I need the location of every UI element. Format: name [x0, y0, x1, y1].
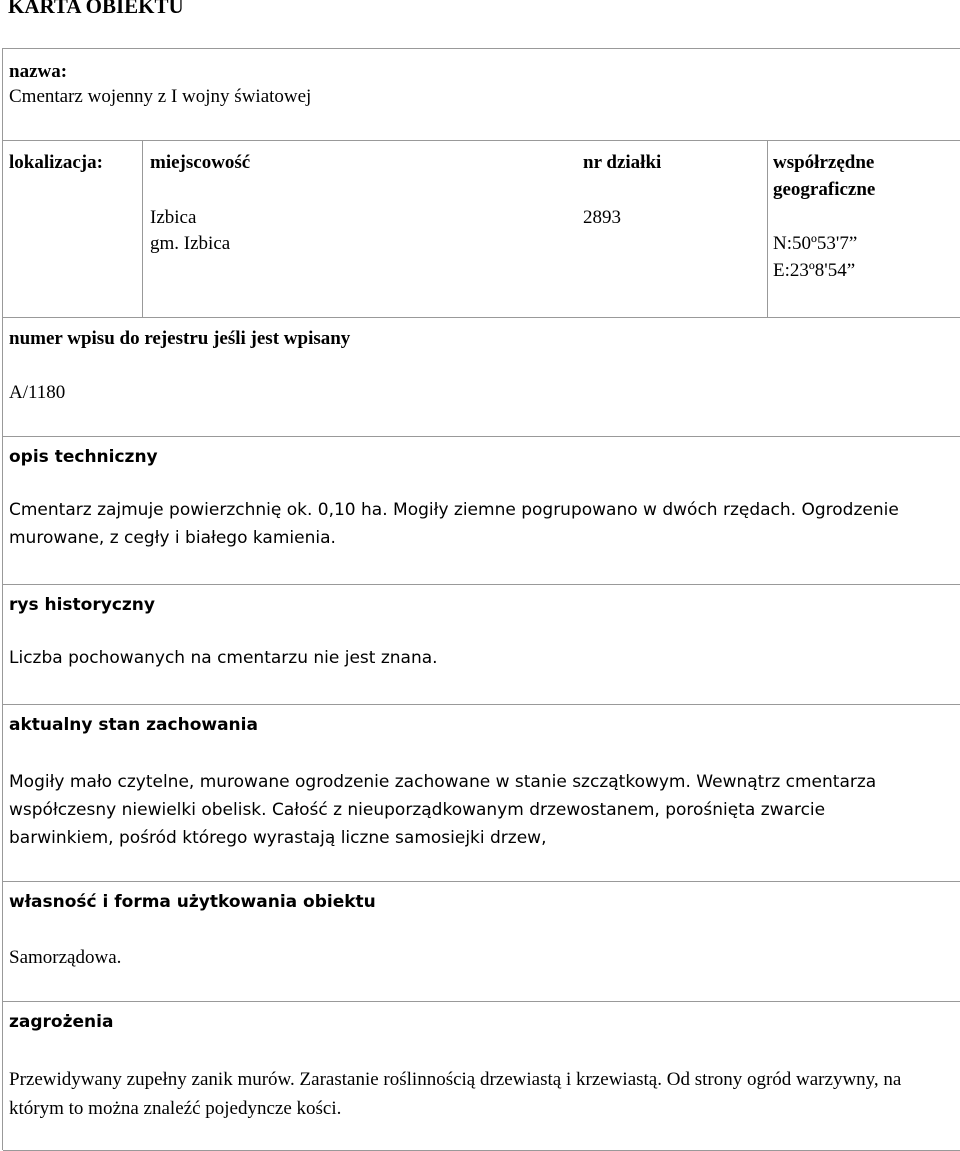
plot-value: 2893 [583, 207, 621, 228]
condition-label: aktualny stan zachowania [9, 715, 258, 735]
object-card [2, 48, 960, 1150]
registry-section [3, 318, 960, 437]
name-label: nazwa: [9, 61, 68, 82]
location-divider [142, 141, 143, 317]
condition-value: Mogiły mało czytelne, murowane ogrodzenie zachowane w stanie szczątkowym. Wewnątrz cmentarza współczesny niewielki obelisk. Całość z nieuporządkowanym drzewostanem, porośnięta zwarcie barwinkiem, pośród którego wyrastają liczne samosiejki drzew, [9, 772, 877, 848]
locality-label: miejscowość [150, 152, 251, 173]
locality-value: Izbica [150, 207, 197, 228]
threats-section [3, 1002, 960, 1151]
history-value: Liczba pochowanych na cmentarzu nie jest znana. [9, 648, 438, 668]
threats-label: zagrożenia [9, 1012, 114, 1032]
history-label: rys historyczny [9, 595, 155, 615]
municipality-value: gm. Izbica [150, 233, 231, 254]
location-section [3, 141, 960, 318]
location-label: lokalizacja: [9, 152, 103, 173]
technical-label: opis techniczny [9, 447, 158, 467]
threats-value: Przewidywany zupełny zanik murów. Zarastanie roślinnością drzewiastą i krzewiastą. Od strony ogród warzywny, na którym to można znaleźć pojedyncze kości. [9, 1069, 902, 1119]
condition-section [3, 705, 960, 882]
name-section [3, 49, 960, 141]
ownership-section [3, 882, 960, 1002]
plot-label: nr działki [583, 152, 662, 173]
coords-label: geograficzne [773, 179, 876, 200]
page-title: KARTA OBIEKTU [8, 0, 184, 18]
ownership-value: Samorządowa. [9, 947, 122, 968]
coords-east: E:23º8'54” [773, 260, 856, 281]
technical-section [3, 437, 960, 585]
technical-value: Cmentarz zajmuje powierzchnię ok. 0,10 ha. Mogiły ziemne pogrupowano w dwóch rzędach. Ogrodzenie murowane, z cegły i białego kamienia. [9, 500, 899, 548]
history-section [3, 585, 960, 705]
registry-label: numer wpisu do rejestru jeśli jest wpisany [9, 328, 351, 349]
name-value: Cmentarz wojenny z I wojny światowej [9, 86, 312, 107]
location-divider [767, 141, 768, 317]
registry-value: A/1180 [9, 382, 66, 403]
ownership-label: własność i forma użytkowania obiektu [9, 892, 376, 912]
coords-north: N:50º53'7” [773, 233, 858, 254]
coords-label: współrzędne [773, 152, 875, 173]
